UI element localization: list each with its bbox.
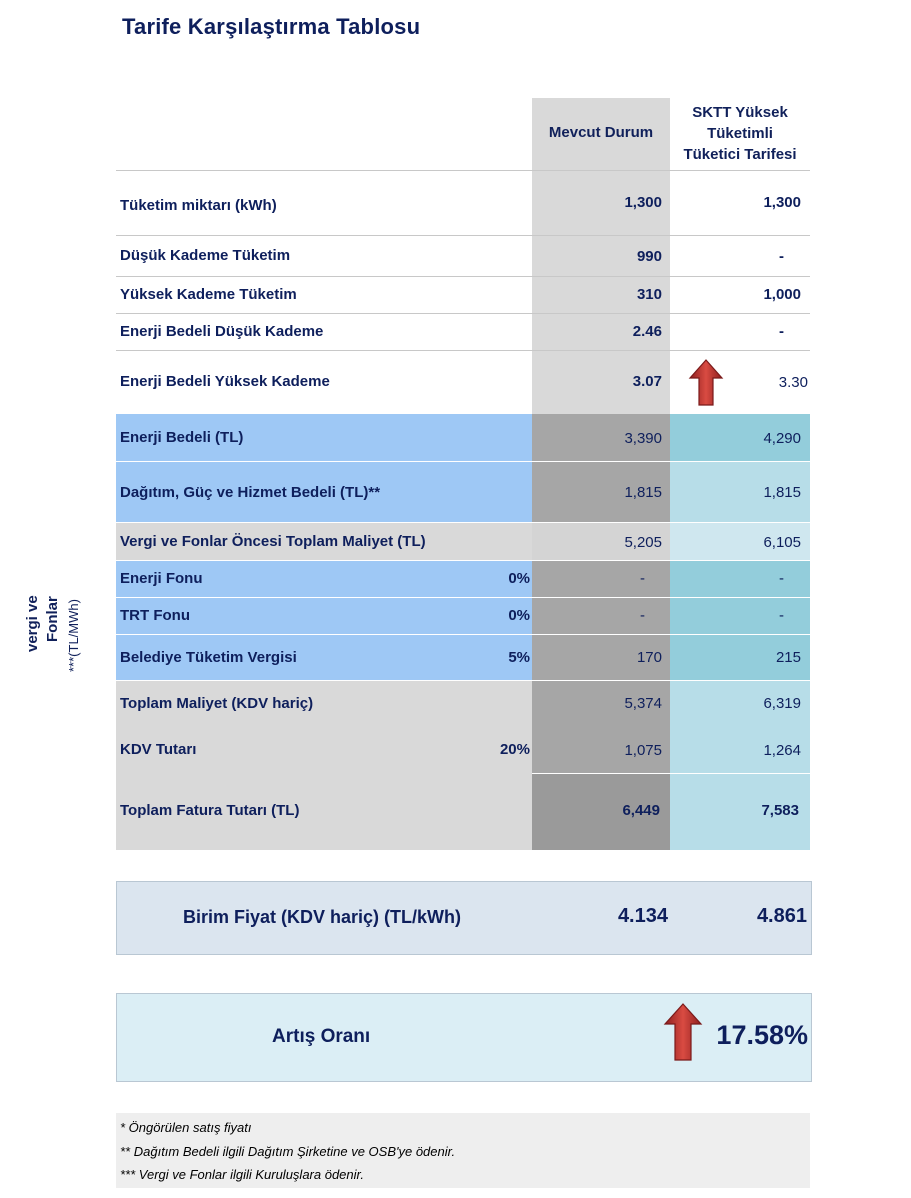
column-header-new — [670, 102, 810, 165]
row-label: KDV Tutarı — [120, 741, 197, 758]
new-value: 4,290 — [763, 430, 801, 447]
column-header-new-line1: SKTT Yüksek — [692, 104, 788, 121]
unit-price-label: Birim Fiyat (KDV hariç) (TL/kWh) — [183, 907, 462, 927]
new-value: 1,264 — [763, 742, 801, 759]
divider — [116, 235, 810, 236]
column-header-new-line2: Tüketimli — [707, 125, 773, 142]
divider — [532, 773, 810, 774]
footnote-2: ** Dağıtım Bedeli ilgili Dağıtım Şirketine ve OSB'ye ödenir. — [120, 1144, 456, 1159]
divider — [116, 597, 810, 598]
divider — [116, 522, 810, 523]
divider — [116, 634, 810, 635]
row-label: Tüketim miktarı (kWh) — [120, 197, 277, 214]
side-label-line2: Fonlar — [44, 596, 61, 642]
new-value: 215 — [775, 649, 801, 666]
column-header-current: Mevcut Durum — [548, 124, 654, 141]
current-value: - — [640, 570, 645, 587]
current-value: 1,300 — [624, 194, 662, 211]
current-value: 170 — [636, 649, 662, 666]
current-value: 6,449 — [622, 802, 660, 819]
current-value: 3.07 — [632, 373, 662, 390]
current-value: 1,075 — [624, 742, 662, 759]
current-value: 1,815 — [624, 484, 662, 501]
row-label: Dağıtım, Güç ve Hizmet Bedeli (TL)** — [120, 484, 381, 501]
increase-up-arrow-icon — [663, 1002, 703, 1062]
divider — [116, 461, 810, 462]
row-label: Düşük Kademe Tüketim — [120, 247, 291, 264]
current-value: 5,205 — [624, 534, 662, 551]
row-label: TRT Fonu — [120, 607, 190, 624]
rate-value: 0% — [508, 570, 530, 587]
new-value: 1,815 — [763, 484, 801, 501]
row-label: Belediye Tüketim Vergisi — [120, 649, 297, 666]
current-totals-bg — [532, 680, 670, 773]
new-value: 7,583 — [761, 802, 799, 819]
page-title: Tarife Karşılaştırma Tablosu — [122, 14, 421, 39]
increase-label: Artış Oranı — [272, 1026, 371, 1047]
new-value: 6,319 — [763, 695, 801, 712]
row-label: Vergi ve Fonlar Öncesi Toplam Maliyet (TL) — [120, 533, 426, 550]
row-label: Toplam Fatura Tutarı (TL) — [120, 802, 300, 819]
row-label: Enerji Fonu — [120, 570, 203, 587]
footnote-1: * Öngörülen satış fiyatı — [120, 1120, 252, 1135]
divider — [116, 680, 810, 681]
side-label-line1: vergi ve — [24, 595, 41, 652]
divider — [116, 560, 810, 561]
new-value: 1,300 — [763, 194, 801, 211]
increase-value: 17.58% — [716, 1020, 808, 1050]
row-label: Enerji Bedeli (TL) — [120, 429, 244, 446]
row-label: Enerji Bedeli Düşük Kademe — [120, 323, 324, 340]
row-label: Enerji Bedeli Yüksek Kademe — [120, 373, 330, 390]
new-value: 1,000 — [763, 286, 801, 303]
current-value: 5,374 — [624, 695, 662, 712]
divider — [116, 313, 810, 314]
current-value: - — [640, 607, 645, 624]
up-arrow-icon — [688, 358, 724, 408]
new-value: - — [779, 570, 784, 587]
new-value: 6,105 — [763, 534, 801, 551]
current-value: 3,390 — [624, 430, 662, 447]
row-label: Toplam Maliyet (KDV hariç) — [120, 695, 314, 712]
column-header-new-line3: Tüketici Tarifesi — [683, 146, 797, 163]
new-value: - — [779, 248, 784, 265]
current-value: 310 — [636, 286, 662, 303]
footnote-3: *** Vergi ve Fonlar ilgili Kuruluşlara ödenir. — [120, 1167, 364, 1182]
divider — [116, 350, 810, 351]
unit-price-current: 4.134 — [617, 905, 668, 927]
rate-value: 20% — [499, 741, 530, 758]
rate-value: 5% — [508, 649, 530, 666]
row-label: Yüksek Kademe Tüketim — [120, 286, 297, 303]
divider — [116, 170, 810, 171]
rate-value: 0% — [508, 607, 530, 624]
divider — [116, 276, 810, 277]
unit-price-new: 4.861 — [756, 905, 807, 927]
current-value: 2.46 — [632, 323, 662, 340]
new-value: - — [779, 607, 784, 624]
new-value: - — [779, 323, 784, 340]
side-label-line3: ***(TL/MWh) — [66, 599, 81, 672]
current-value: 990 — [636, 248, 662, 265]
new-value: 3.30 — [778, 374, 808, 391]
